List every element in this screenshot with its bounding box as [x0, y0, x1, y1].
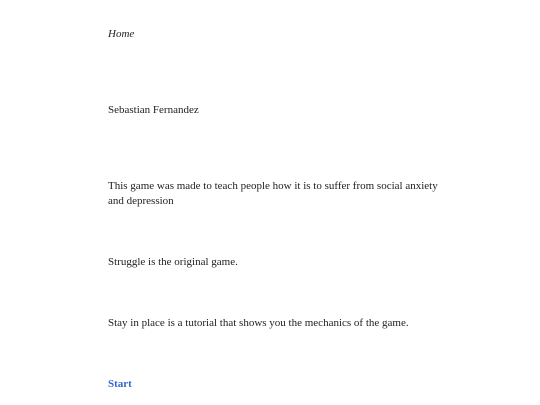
start-link[interactable]: Start	[108, 378, 132, 390]
game-description: This game was made to teach people how it is to suffer from social anxiety and depression	[108, 180, 438, 207]
author-name: Sebastian Fernandez	[108, 104, 199, 116]
home-link[interactable]: Home	[108, 28, 135, 40]
struggle-description: Struggle is the original game.	[108, 256, 238, 268]
stay-in-place-description: Stay in place is a tutorial that shows you the mechanics of the game.	[108, 317, 409, 329]
